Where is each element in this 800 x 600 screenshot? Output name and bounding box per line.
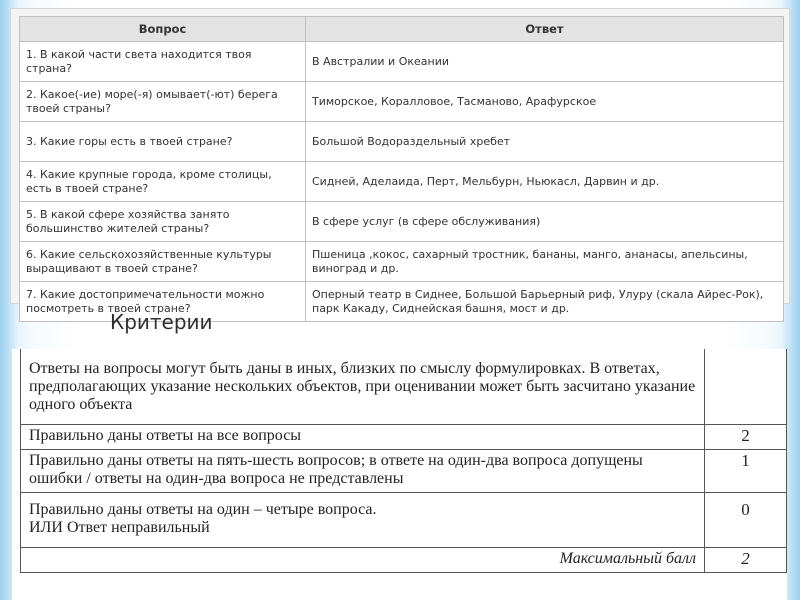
question-cell: 3. Какие горы есть в твоей стране? (20, 122, 306, 162)
criteria-table-panel (12, 349, 787, 600)
header-question: Вопрос (20, 17, 306, 42)
question-cell: 6. Какие сельскохозяйственные культуры выращивают в твоей стране? (20, 242, 306, 282)
qa-header-row (20, 17, 784, 42)
criteria-row (21, 450, 787, 493)
table-row (20, 202, 784, 242)
max-score-value: 2 (705, 548, 787, 573)
criteria-text-block (21, 493, 705, 548)
criteria-text: Правильно даны ответы на пять-шесть вопросов; в ответе на один-два вопроса допущены ошибки / ответы на один-два вопроса не представлены (21, 450, 705, 493)
question-cell: 4. Какие крупные города, кроме столицы, есть в твоей стране? (20, 162, 306, 202)
criteria-heading: Критерии (110, 310, 213, 334)
answer-cell: Сидней, Аделаида, Перт, Мельбурн, Ньюкасл, Дарвин и др. (306, 162, 784, 202)
answer-cell: Пшеница ,кокос, сахарный тростник, бананы, манго, ананасы, апельсины, виноград и др. (306, 242, 784, 282)
answer-cell: Оперный театр в Сиднее, Большой Барьерный риф, Улуру (скала Айрес-Рок), парк Какаду, Сиднейская башня, мост и др. (306, 282, 784, 322)
empty-score-cell (705, 349, 787, 425)
answer-cell: В сфере услуг (в сфере обслуживания) (306, 202, 784, 242)
table-row (20, 242, 784, 282)
criteria-score: 1 (705, 450, 787, 493)
criteria-text-alt: ИЛИ Ответ неправильный (29, 519, 210, 536)
answer-cell: Тиморское, Коралловое, Тасманово, Арафурское (306, 82, 784, 122)
answer-cell: В Австралии и Океании (306, 42, 784, 82)
table-row (20, 162, 784, 202)
question-cell: 5. В какой сфере хозяйства занято большинство жителей страны? (20, 202, 306, 242)
criteria-note: Ответы на вопросы могут быть даны в иных, близких по смыслу формулировках. В ответах, предполагающих указание нескольких объектов, при оценивании может быть засчитано указание одного объекта (21, 349, 705, 425)
question-cell: 1. В какой части света находится твоя страна? (20, 42, 306, 82)
table-row (20, 42, 784, 82)
criteria-row (21, 425, 787, 450)
criteria-text: Правильно даны ответы на один – четыре вопроса. (29, 501, 377, 518)
question-cell: 2. Какое(-ие) море(-я) омывает(-ют) берега твоей страны? (20, 82, 306, 122)
criteria-score: 0 (705, 493, 787, 548)
criteria-text: Правильно даны ответы на все вопросы (21, 425, 705, 450)
qa-table-panel (10, 8, 790, 315)
max-score-row (21, 548, 787, 573)
answer-cell: Большой Водораздельный хребет (306, 122, 784, 162)
question-cell: 7. Какие достопримечательности можно посмотреть в твоей стране? (20, 282, 306, 322)
header-answer: Ответ (306, 17, 784, 42)
table-row (20, 82, 784, 122)
criteria-note-row (21, 349, 787, 425)
table-row (20, 122, 784, 162)
criteria-row (21, 493, 787, 548)
criteria-table (20, 349, 787, 573)
max-score-label: Максимальный балл (21, 548, 705, 573)
criteria-score: 2 (705, 425, 787, 450)
qa-table (19, 16, 784, 322)
